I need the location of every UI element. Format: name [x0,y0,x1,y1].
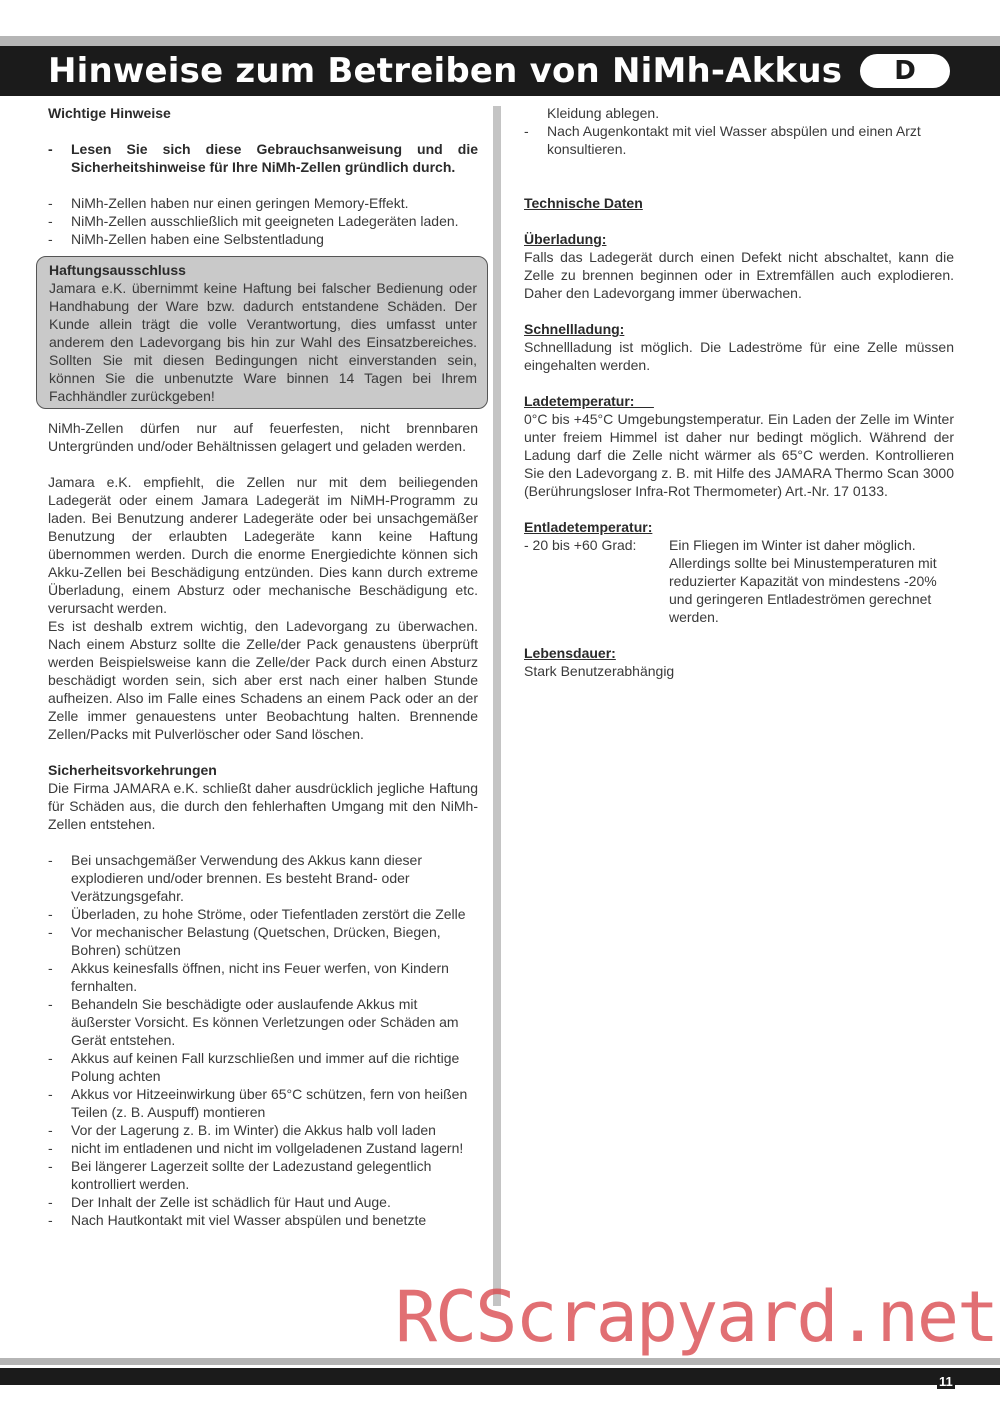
disclaimer-title: Haftungsausschluss [49,262,186,278]
disclaimer-text: Jamara e.K. übernimmt keine Haftung bei falscher Bedienung oder Handhabung der Ware bzw. dadurch entstandene Schäden. Der Kunde allein trägt die volle Verantwortung, dies umfasst unter anderem den Ladevorgang bis hin zur Wahl des Einsatzbereiches. Sollten Sie mit diesen Bedingungen nicht einverstanden sein, können Sie die unbenutzte Ware binnen 14 Tagen bei Ihrem Fachhändler zurückgeben! [49,280,477,404]
language-badge: D [860,54,950,88]
important-notes-heading: Wichtige Hinweise [48,105,171,121]
list-item: - NiMh-Zellen haben nur einen geringen Memory-Effekt. [48,194,478,212]
disclaimer-box [36,256,488,409]
page-number: 11 [939,1374,953,1389]
safety-text: Die Firma JAMARA e.K. schließt daher ausdrücklich jegliche Haftung für Schäden aus, die durch den fehlerhaften Umgang mit den NiMh-Zellen entstehen. [48,780,478,832]
column-divider [493,106,501,1306]
list-item: - Der Inhalt der Zelle ist schädlich für Haut und Auge. [48,1193,478,1211]
list-item: - Nach Hautkontakt mit viel Wasser abspülen und benetzte [48,1211,478,1229]
list-item: - Überladen, zu hohe Ströme, oder Tiefentladen zerstört die Zelle [48,905,478,923]
right-column [524,104,954,680]
continuation-text: Kleidung ablegen. [547,105,660,121]
watermark: RCScrapyard.net [395,1276,998,1358]
lifetime-heading: Lebensdauer: [524,645,616,661]
overcharge-text: Falls das Ladegerät durch einen Defekt nicht abschaltet, kann die Zelle zu brennen beginnen oder in Extremfällen auch explodieren. Daher den Ladevorgang immer überwachen. [524,249,954,301]
dischargetemp-heading: Entladetemperatur: [524,519,653,535]
fastcharge-text: Schnellladung ist möglich. Die Ladeströme für eine Zelle müssen eingehalten werden. [524,339,954,373]
footer-stripe [0,1358,1000,1365]
list-item: - NiMh-Zellen ausschließlich mit geeigneten Ladegeräten laden. [48,212,478,230]
list-item: - Nach Augenkontakt mit viel Wasser abspülen und einen Arzt konsultieren. [524,122,954,158]
storage-paragraph: NiMh-Zellen dürfen nur auf feuerfesten, nicht brennbaren Untergründen und/oder Behältnissen gelagert und geladen werden. [48,420,478,454]
page-header [0,46,1000,96]
dischargetemp-row [524,536,954,626]
monitoring-paragraph: Es ist deshalb extrem wichtig, den Ladevorgang zu überwachen. Nach einem Absturz sollte die Zelle/der Pack genaustens überprüft werden Beispielsweise kann die Zelle/der Pack durch einen Absturz beschädigt worden sein, sich aber erst nach einer halben Stunde aufheizen. Also im Falle eines Schadens an einem Pack oder an der Zelle immer genauestens unter Beobachtung halten. Brennende Zellen/Packs mit Pulverlöscher oder Sand löschen. [48,618,478,742]
lifetime-text: Stark Benutzerabhängig [524,663,675,679]
chargetemp-text: 0°C bis +45°C Umgebungstemperatur. Ein Laden der Zelle im Winter unter freiem Himmel ist daher nur bedingt möglich. Während der Ladung darf die Zelle nicht wärmer als 65°C werden. Kontrollieren Sie den Ladevorgang z. B. mit Hilfe des JAMARA Thermo Scan 3000 (Berührungsloser Infra-Rot Thermometer) Art.-Nr. 17 0133. [524,411,954,499]
list-item: - nicht im entladenen und nicht im vollgeladenen Zustand lagern! [48,1139,478,1157]
list-item: - Akkus keinesfalls öffnen, nicht ins Feuer werfen, von Kindern fernhalten. [48,959,478,995]
list-item-continuation [524,104,954,122]
list-item: - Vor der Lagerung z. B. im Winter) die Akkus halb voll laden [48,1121,478,1139]
continued-list [524,104,954,158]
list-item: - Bei längerer Lagerzeit sollte der Ladezustand gelegentlich kontrolliert werden. [48,1157,478,1193]
safety-heading: Sicherheitsvorkehrungen [48,762,217,778]
header-top-stripe [0,36,1000,46]
fastcharge-heading: Schnellladung: [524,321,625,337]
read-instructions-notice: - Lesen Sie sich diese Gebrauchsanweisung und die Sicherheitshinweise für Ihre NiMh-Zellen gründlich durch. [48,140,478,176]
dischargetemp-range: - 20 bis +60 Grad: [524,537,637,553]
dischargetemp-text: Ein Fliegen im Winter ist daher möglich. Allerdings sollte bei Minustemperaturen mit reduzierter Kapazität von mindestens -20% und geringeren Entladeströmen gerechnet werden. [669,537,937,625]
notes-list [48,194,478,248]
list-item: - Behandeln Sie beschädigte oder auslaufende Akkus mit äußerster Vorsicht. Es können Verletzungen oder Schäden am Gerät entstehen. [48,995,478,1049]
bold-notice-list [48,140,478,176]
page-title: Hinweise zum Betreiben von NiMh-Akkus [48,51,843,91]
chargetemp-label: Ladetemperatur: [524,393,635,409]
chargetemp-heading [524,392,954,410]
list-item: - Akkus vor Hitzeeinwirkung über 65°C schützen, fern von heißen Teilen (z. B. Auspuff) montieren [48,1085,478,1121]
list-item: - Akkus auf keinen Fall kurzschließen und immer auf die richtige Polung achten [48,1049,478,1085]
overcharge-heading: Überladung: [524,231,607,247]
footer-bar [0,1368,1000,1385]
left-column [48,104,478,1229]
tech-data-heading: Technische Daten [524,195,643,211]
list-item: - Bei unsachgemäßer Verwendung des Akkus kann dieser explodieren und/oder brennen. Es besteht Brand- oder Verätzungsgefahr. [48,851,478,905]
list-item: - Vor mechanischer Belastung (Quetschen, Drücken, Biegen, Bohren) schützen [48,923,478,959]
list-item: - NiMh-Zellen haben eine Selbstentladung [48,230,478,248]
charger-paragraph: Jamara e.K. empfiehlt, die Zellen nur mit dem beiliegenden Ladegerät oder einem Jamara Ladegerät im NiMH-Programm zu laden. Bei Benutzung anderer Ladegeräte oder bei unsachgemäßer Benutzung der erlaubten Ladegeräte kann keine Haftung übernommen werden. Durch die enorme Energiedichte können sich Akku-Zellen bei Beschädigung entzünden. Dies kann durch extreme Überladung, einem Absturz oder mechanische Beschädigung etc. verursacht werden. [48,474,478,616]
safety-list [48,851,478,1229]
